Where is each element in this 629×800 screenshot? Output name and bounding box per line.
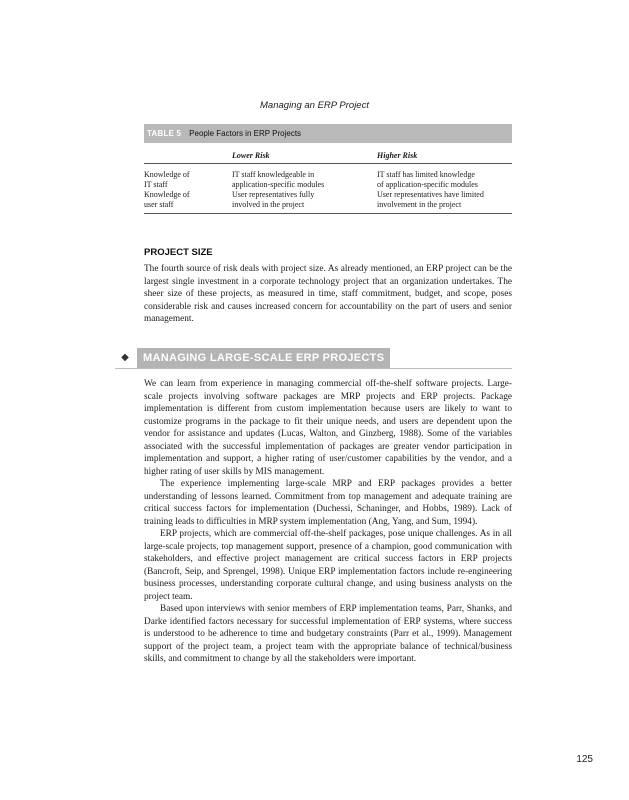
table-header-higher-risk: Higher Risk — [377, 151, 418, 160]
project-size-body — [144, 263, 512, 326]
table-bottom-rule — [144, 213, 512, 214]
table-cell: IT staff has limited knowledge — [377, 170, 475, 179]
paragraph: The fourth source of risk deals with project size. As already mentioned, an ERP project can be the largest single investment in a corporate technology project that an organization undertakes. The sheer size of these projects, as measured in time, staff commitment, budget, and scope, poses considerable risk and causes increased concern for accountability on the part of users and senior management. — [144, 264, 512, 324]
table-cell: IT staff knowledgeable in — [232, 170, 315, 179]
table-cell: Knowledge of — [144, 170, 190, 179]
paragraph: Based upon interviews with senior members of ERP implementation teams, Parr, Shanks, and Darke identified factors necessary for successful implementation of ERP systems, where success is understood to be adherence to time and budgetary constraints (Parr et al., 1999). Management support of the project team, a project team with the appropriate balance of technical/business skills, and commitment to change by all the stakeholders were important. — [144, 604, 512, 664]
table-number: TABLE 5 — [147, 129, 182, 138]
table-cell: application-specific modules — [232, 180, 325, 189]
diamond-bullet-icon: ◆ — [121, 352, 129, 363]
table-header-lower-risk: Lower Risk — [232, 151, 270, 160]
section-body — [144, 378, 512, 666]
paragraph: We can learn from experience in managing commercial off-the-shelf software projects. Large-scale projects involving software packages are MRP projects and ERP projects. Package implementation is different from custom implementation because users are likely to want to customize programs in the package to fit their unique needs, and users are dependent upon the vendor for assistance and updates (Lucas, Walton, and Ginzberg, 1988). Some of the variables associated with the successful implementation of packages are greater vendor participation in implementation and support, a higher rating of user/customer capabilities by the vendor, and a higher rating of user skills by MIS management. — [144, 379, 512, 477]
table-title: People Factors in ERP Projects — [189, 129, 302, 138]
table-row — [144, 190, 512, 200]
table-row — [144, 200, 512, 210]
table-cell: user staff — [144, 200, 174, 209]
running-head: Managing an ERP Project — [260, 100, 369, 111]
people-factors-table — [144, 124, 512, 214]
table-cell: User representatives have limited — [377, 190, 484, 199]
table-cell: User representatives fully — [232, 190, 315, 199]
table-header-row — [144, 143, 512, 164]
table-header-empty — [144, 151, 232, 160]
project-size-heading: PROJECT SIZE — [144, 247, 213, 258]
paragraph: ERP projects, which are commercial off-the-shelf packages, pose unique challenges. As in all large-scale projects, top management support, presence of a champion, good communication with stakeholders, and effective project management are critical success factors in ERP projects (Bancroft, Seip, and Sprengel, 1998). Unique ERP implementation factors include re-engineering business processes, understanding corporate cultural change, and using business analysts on the project team. — [144, 529, 512, 602]
table-cell: of application-specific modules — [377, 180, 478, 189]
section-heading: MANAGING LARGE-SCALE ERP PROJECTS — [137, 348, 390, 368]
table-cell: IT staff — [144, 180, 168, 189]
paragraph: The experience implementing large-scale MRP and ERP packages provides a better understanding of lessons learned. Commitment from top management and adequate training are critical success factors for implementation (Duchessi, Schaninger, and Hobbs, 1989). Lack of training leads to difficulties in MRP system implementation (Ang, Yang, and Sum, 1994). — [144, 479, 512, 527]
section-heading-bar — [115, 348, 512, 369]
table-cell: involved in the project — [232, 200, 305, 209]
page-number: 125 — [576, 754, 593, 765]
table-row — [144, 180, 512, 190]
table-row — [144, 164, 512, 180]
table-title-bar — [144, 124, 512, 143]
table-cell: Knowledge of — [144, 190, 190, 199]
table-cell: involvement in the project — [377, 200, 462, 209]
